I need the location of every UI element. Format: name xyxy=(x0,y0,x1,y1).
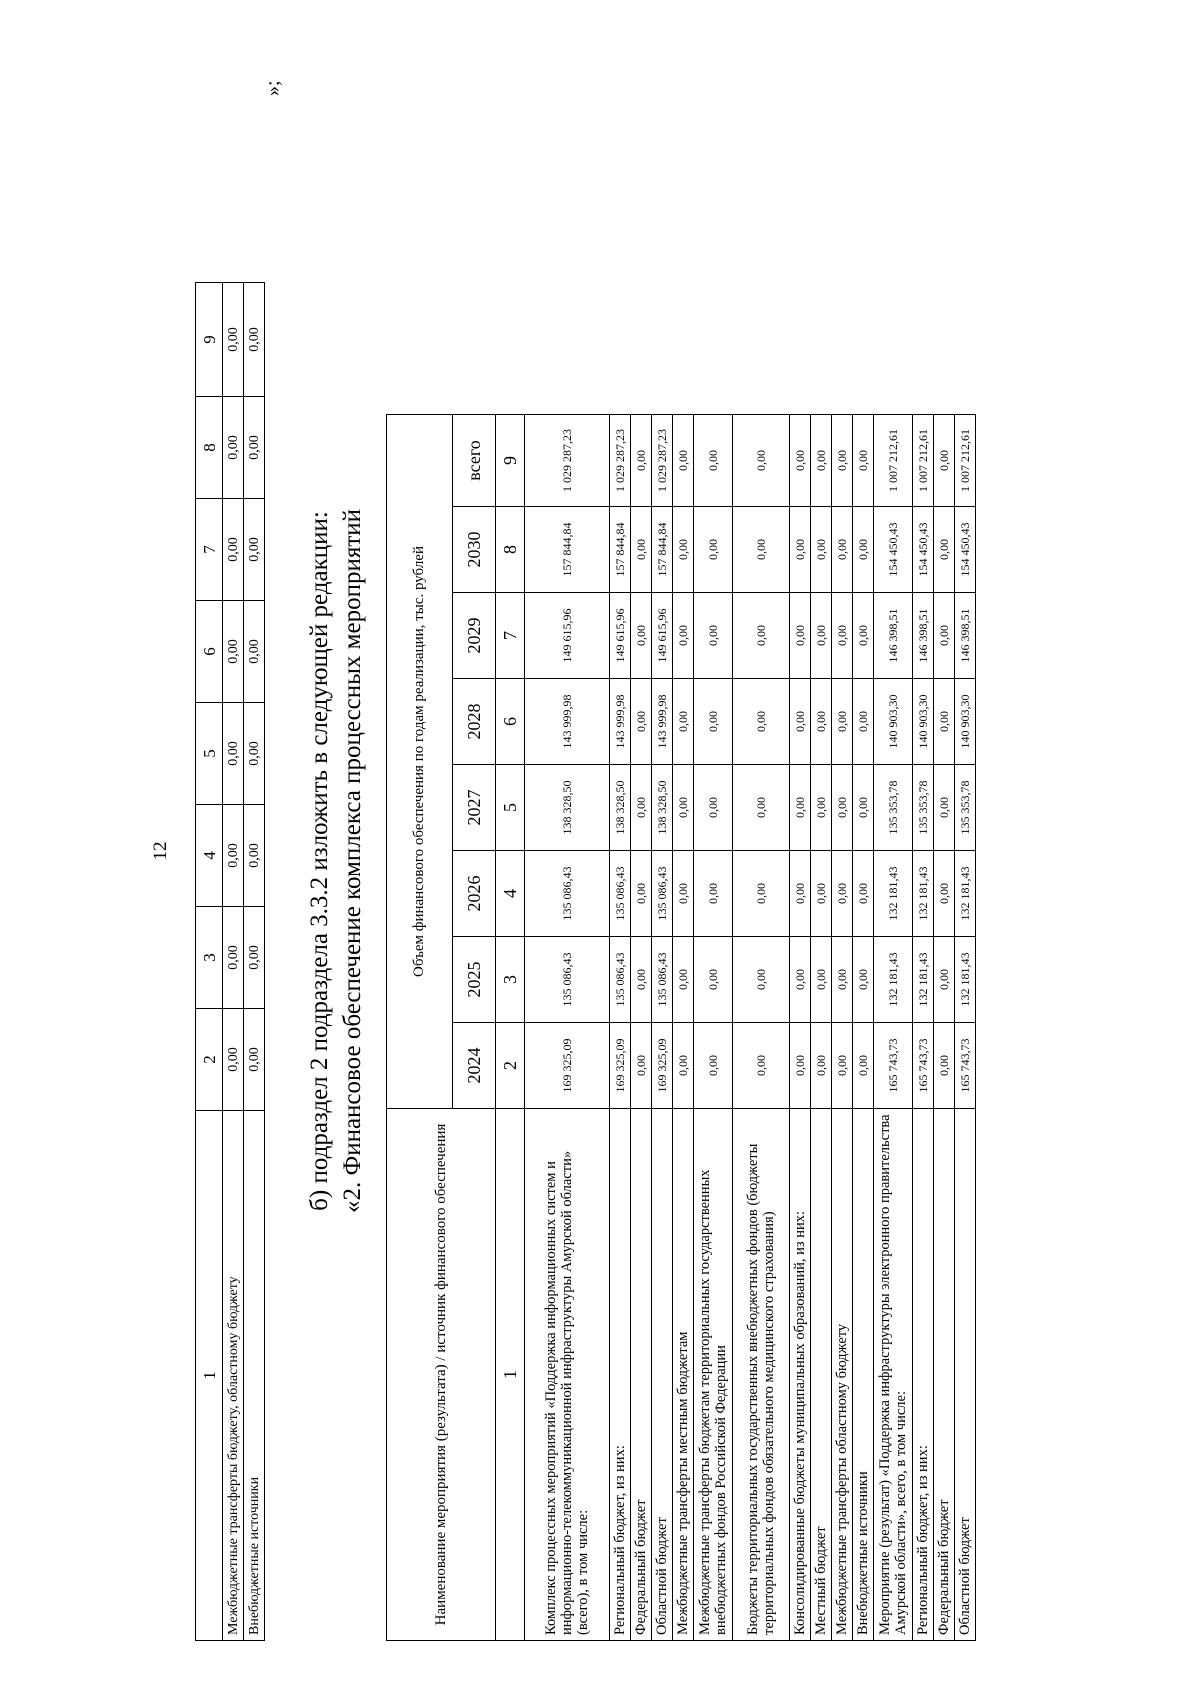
table-cell: 132 181,43 xyxy=(874,937,913,1023)
table-cell: 0,00 xyxy=(223,1009,244,1111)
year-header: 2028 xyxy=(452,679,495,765)
table-cell: 0,00 xyxy=(244,1009,265,1111)
table-cell: 0,00 xyxy=(832,765,853,851)
table-cell: 135 353,78 xyxy=(955,765,976,851)
table-cell: 157 844,84 xyxy=(525,507,610,593)
row-label: Областной бюджет xyxy=(955,1109,976,1641)
table-cell: 0,00 xyxy=(853,937,874,1023)
table-row xyxy=(223,283,244,1641)
table-cell: 140 903,30 xyxy=(955,679,976,765)
table-cell: 140 903,30 xyxy=(874,679,913,765)
table-cell: 0,00 xyxy=(934,765,955,851)
table-cell: 0,00 xyxy=(853,415,874,507)
table-cell: 0,00 xyxy=(733,851,790,937)
table-cell: 0,00 xyxy=(244,283,265,397)
table-cell: 0,00 xyxy=(853,679,874,765)
row-label: Внебюджетные источники xyxy=(244,1111,265,1641)
table-cell: 0,00 xyxy=(811,937,832,1023)
table-cell: 0,00 xyxy=(832,593,853,679)
table-cell: 0,00 xyxy=(223,499,244,601)
table-cell: 0,00 xyxy=(631,679,652,765)
table-cell: 0,00 xyxy=(673,593,694,679)
column-index: 7 xyxy=(496,593,525,679)
table-row xyxy=(832,415,853,1641)
column-index: 1 xyxy=(196,1111,223,1641)
table-cell: 0,00 xyxy=(733,415,790,507)
column-index: 8 xyxy=(496,507,525,593)
table-cell: 0,00 xyxy=(832,507,853,593)
table-cell: 0,00 xyxy=(934,937,955,1023)
table-cell: 146 398,51 xyxy=(913,593,934,679)
table-cell: 0,00 xyxy=(694,593,733,679)
column-index: 2 xyxy=(196,1009,223,1111)
table-cell: 165 743,73 xyxy=(955,1023,976,1109)
table-row xyxy=(874,415,913,1641)
table-cell: 143 999,98 xyxy=(525,679,610,765)
column-index: 6 xyxy=(496,679,525,765)
table-cell: 0,00 xyxy=(673,1023,694,1109)
table-cell: 0,00 xyxy=(244,601,265,703)
table-cell: 0,00 xyxy=(733,507,790,593)
table-cell: 138 328,50 xyxy=(652,765,673,851)
table-cell: 0,00 xyxy=(733,593,790,679)
table-cell: 0,00 xyxy=(934,593,955,679)
column-index: 6 xyxy=(196,601,223,703)
table-cell: 0,00 xyxy=(832,1023,853,1109)
table-cell: 0,00 xyxy=(853,1023,874,1109)
year-header: 2026 xyxy=(452,851,495,937)
table-cell: 0,00 xyxy=(694,937,733,1023)
table-cell: 0,00 xyxy=(673,765,694,851)
closing-mark: »; xyxy=(262,80,284,96)
table-cell: 0,00 xyxy=(811,851,832,937)
table-cell: 0,00 xyxy=(244,907,265,1009)
table-cell: 135 086,43 xyxy=(652,851,673,937)
table-row xyxy=(955,415,976,1641)
table-cell: 0,00 xyxy=(673,679,694,765)
table-row xyxy=(853,415,874,1641)
year-header: 2030 xyxy=(452,507,495,593)
row-label: Федеральный бюджет xyxy=(631,1109,652,1641)
table-row xyxy=(733,415,790,1641)
table-cell: 132 181,43 xyxy=(955,851,976,937)
table-cell: 0,00 xyxy=(733,1023,790,1109)
column-index: 5 xyxy=(496,765,525,851)
table-cell: 0,00 xyxy=(673,851,694,937)
table-cell: 132 181,43 xyxy=(955,937,976,1023)
table-cell: 0,00 xyxy=(733,679,790,765)
table-cell: 0,00 xyxy=(733,765,790,851)
table-cell: 0,00 xyxy=(790,937,811,1023)
table-cell: 1 007 212,61 xyxy=(913,415,934,507)
table-row xyxy=(631,415,652,1641)
table-cell: 0,00 xyxy=(631,593,652,679)
table-cell: 0,00 xyxy=(790,679,811,765)
table-cell: 0,00 xyxy=(853,851,874,937)
row-label: Межбюджетные трансферты областному бюджету xyxy=(832,1109,853,1641)
column-index: 3 xyxy=(496,937,525,1023)
table-cell: 0,00 xyxy=(934,415,955,507)
table-cell: 0,00 xyxy=(223,397,244,499)
table-cell: 165 743,73 xyxy=(874,1023,913,1109)
table-row xyxy=(934,415,955,1641)
table-cell: 0,00 xyxy=(790,415,811,507)
table-cell: 0,00 xyxy=(694,851,733,937)
row-label: Бюджеты территориальных государственных внебюджетных фондов (бюджеты территориальных фондов обязательного медицинского страхования) xyxy=(733,1109,790,1641)
table-cell: 0,00 xyxy=(811,1023,832,1109)
table-cell: 0,00 xyxy=(934,507,955,593)
column-index: 3 xyxy=(196,907,223,1009)
table-cell: 0,00 xyxy=(694,1023,733,1109)
name-column-header: Наименование мероприятия (результата) / источник финансового обеспечения xyxy=(387,1109,496,1641)
table-cell: 0,00 xyxy=(673,507,694,593)
table-row xyxy=(913,415,934,1641)
table-cell: 0,00 xyxy=(694,415,733,507)
table-cell: 0,00 xyxy=(790,851,811,937)
table-cell: 0,00 xyxy=(790,1023,811,1109)
table-cell: 0,00 xyxy=(694,765,733,851)
column-index: 8 xyxy=(196,397,223,499)
column-index: 9 xyxy=(496,415,525,507)
table-row xyxy=(244,283,265,1641)
table-cell: 0,00 xyxy=(244,397,265,499)
row-label: Внебюджетные источники xyxy=(853,1109,874,1641)
year-header: 2029 xyxy=(452,593,495,679)
table-cell: 0,00 xyxy=(790,765,811,851)
row-label: Федеральный бюджет xyxy=(934,1109,955,1641)
table-cell: 0,00 xyxy=(934,1023,955,1109)
table-row xyxy=(525,415,610,1641)
column-index: 4 xyxy=(196,805,223,907)
table-cell: 0,00 xyxy=(631,851,652,937)
table-cell: 0,00 xyxy=(244,805,265,907)
table-cell: 0,00 xyxy=(811,593,832,679)
table-cell: 169 325,09 xyxy=(652,1023,673,1109)
table-cell: 132 181,43 xyxy=(913,937,934,1023)
table-cell: 138 328,50 xyxy=(610,765,631,851)
table-cell: 149 615,96 xyxy=(652,593,673,679)
row-label: Межбюджетные трансферты местным бюджетам xyxy=(673,1109,694,1641)
table-cell: 0,00 xyxy=(853,507,874,593)
table-cell: 146 398,51 xyxy=(874,593,913,679)
column-index: 2 xyxy=(496,1023,525,1109)
row-label: Местный бюджет xyxy=(811,1109,832,1641)
column-index: 7 xyxy=(196,499,223,601)
table-cell: 0,00 xyxy=(832,415,853,507)
table-cell: 132 181,43 xyxy=(913,851,934,937)
table-cell: 0,00 xyxy=(832,851,853,937)
table-cell: 0,00 xyxy=(244,703,265,805)
table-cell: 135 086,43 xyxy=(610,851,631,937)
table-cell: 154 450,43 xyxy=(955,507,976,593)
column-index: 1 xyxy=(496,1109,525,1641)
table-cell: 135 353,78 xyxy=(913,765,934,851)
table-cell: 1 029 287,23 xyxy=(525,415,610,507)
table-cell: 0,00 xyxy=(832,679,853,765)
financing-table xyxy=(386,414,976,1641)
table-cell: 0,00 xyxy=(244,499,265,601)
year-header: 2027 xyxy=(452,765,495,851)
table-row xyxy=(811,415,832,1641)
table-cell: 135 353,78 xyxy=(874,765,913,851)
table-cell: 0,00 xyxy=(631,507,652,593)
column-index: 9 xyxy=(196,283,223,397)
section-instruction: б) подраздел 2 подраздела 3.3.2 изложить в следующей редакции: xyxy=(306,511,333,1211)
table-cell: 149 615,96 xyxy=(610,593,631,679)
table-cell: 135 086,43 xyxy=(525,851,610,937)
year-header: всего xyxy=(452,415,495,507)
table-cell: 0,00 xyxy=(853,765,874,851)
column-index: 4 xyxy=(496,851,525,937)
table-cell: 0,00 xyxy=(631,765,652,851)
table-cell: 146 398,51 xyxy=(955,593,976,679)
table-cell: 154 450,43 xyxy=(874,507,913,593)
table-cell: 138 328,50 xyxy=(525,765,610,851)
row-label: Региональный бюджет, из них: xyxy=(913,1109,934,1641)
table-cell: 0,00 xyxy=(673,937,694,1023)
volume-header: Объем финансового обеспечения по годам реализации, тыс. рублей xyxy=(387,415,453,1109)
table-cell: 0,00 xyxy=(733,937,790,1023)
table-cell: 140 903,30 xyxy=(913,679,934,765)
year-header: 2025 xyxy=(452,937,495,1023)
table-cell: 0,00 xyxy=(631,415,652,507)
continued-table xyxy=(195,282,265,1641)
table-cell: 0,00 xyxy=(223,907,244,1009)
column-index: 5 xyxy=(196,703,223,805)
table-row xyxy=(610,415,631,1641)
table-cell: 0,00 xyxy=(811,415,832,507)
table-cell: 0,00 xyxy=(811,679,832,765)
table-cell: 0,00 xyxy=(790,593,811,679)
table-cell: 149 615,96 xyxy=(525,593,610,679)
table-cell: 135 086,43 xyxy=(525,937,610,1023)
table-cell: 1 007 212,61 xyxy=(955,415,976,507)
table-cell: 0,00 xyxy=(223,703,244,805)
table-row xyxy=(694,415,733,1641)
row-label: Мероприятие (результат) «Поддержка инфраструктуры электронного правительства Амурской области», всего, в том числе: xyxy=(874,1109,913,1641)
table-cell: 157 844,84 xyxy=(652,507,673,593)
table-cell: 132 181,43 xyxy=(874,851,913,937)
table-row xyxy=(790,415,811,1641)
table-cell: 143 999,98 xyxy=(652,679,673,765)
row-label: Межбюджетные трансферты бюджету, областному бюджету xyxy=(223,1111,244,1641)
table-cell: 0,00 xyxy=(223,283,244,397)
table-cell: 0,00 xyxy=(934,679,955,765)
table-row xyxy=(673,415,694,1641)
year-header: 2024 xyxy=(452,1023,495,1109)
table-cell: 165 743,73 xyxy=(913,1023,934,1109)
table-cell: 135 086,43 xyxy=(652,937,673,1023)
table-cell: 1 029 287,23 xyxy=(610,415,631,507)
table-cell: 0,00 xyxy=(790,507,811,593)
table-cell: 0,00 xyxy=(223,805,244,907)
table-cell: 143 999,98 xyxy=(610,679,631,765)
table-cell: 0,00 xyxy=(832,937,853,1023)
table-row xyxy=(652,415,673,1641)
table-cell: 0,00 xyxy=(811,507,832,593)
table-cell: 0,00 xyxy=(631,1023,652,1109)
table-cell: 0,00 xyxy=(811,765,832,851)
table-cell: 0,00 xyxy=(631,937,652,1023)
table-cell: 169 325,09 xyxy=(610,1023,631,1109)
table-cell: 0,00 xyxy=(694,507,733,593)
section-heading: «2. Финансовое обеспечение комплекса процессных мероприятий xyxy=(339,508,366,1214)
table-cell: 157 844,84 xyxy=(610,507,631,593)
row-label: Комплекс процессных мероприятий «Поддержка информационных систем и информационно-телекоммуникационной инфраструктуры Амурской области» (всего), в том числе: xyxy=(525,1109,610,1641)
table-cell: 1 029 287,23 xyxy=(652,415,673,507)
table-cell: 0,00 xyxy=(853,593,874,679)
table-cell: 0,00 xyxy=(694,679,733,765)
table-cell: 135 086,43 xyxy=(610,937,631,1023)
page-number: 12 xyxy=(150,841,171,861)
table-cell: 0,00 xyxy=(223,601,244,703)
row-label: Областной бюджет xyxy=(652,1109,673,1641)
table-cell: 169 325,09 xyxy=(525,1023,610,1109)
table-cell: 1 007 212,61 xyxy=(874,415,913,507)
continued-table-header-row xyxy=(196,283,223,1641)
table-cell: 0,00 xyxy=(673,415,694,507)
row-label: Межбюджетные трансферты бюджетам территориальных государственных внебюджетных фондов Российской Федерации xyxy=(694,1109,733,1641)
table-cell: 0,00 xyxy=(934,851,955,937)
row-label: Консолидированные бюджеты муниципальных образований, из них: xyxy=(790,1109,811,1641)
table-cell: 154 450,43 xyxy=(913,507,934,593)
row-label: Региональный бюджет, из них: xyxy=(610,1109,631,1641)
